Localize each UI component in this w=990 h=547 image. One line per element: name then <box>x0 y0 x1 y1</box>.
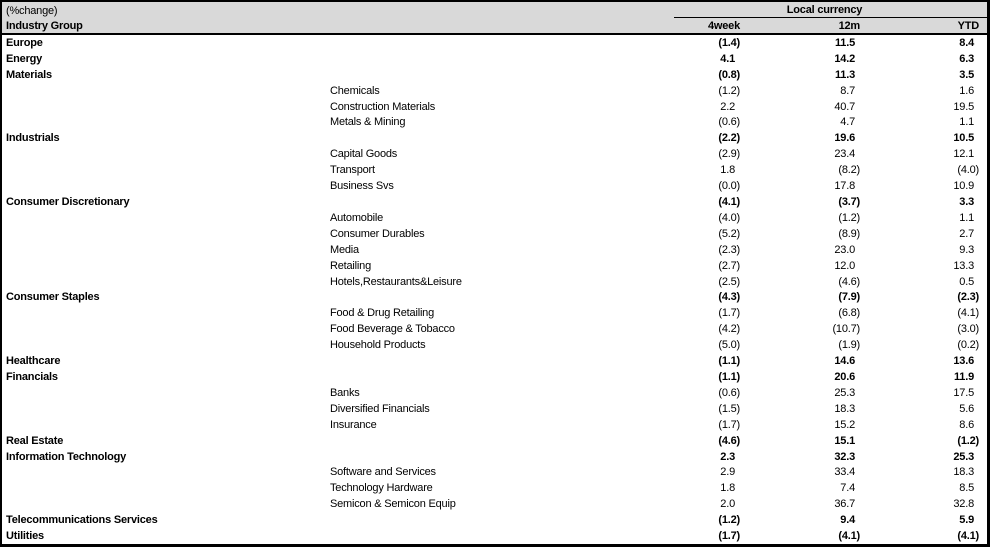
value-cell: 25.3 <box>953 450 974 463</box>
industry-sub-label: Consumer Durables <box>330 227 425 240</box>
industry-group-label: Utilities <box>6 530 44 543</box>
value-cell: (2.5) <box>718 275 740 288</box>
table-row <box>2 417 987 433</box>
table-row <box>2 464 987 480</box>
table-row <box>2 496 987 512</box>
industry-sub-label: Software and Services <box>330 466 436 479</box>
table-row <box>2 528 987 544</box>
value-cell: (3.7) <box>838 196 860 209</box>
value-cell: 4.1 <box>720 52 735 65</box>
value-cell: 4.7 <box>840 116 855 129</box>
value-cell: (2.9) <box>718 148 740 161</box>
table-row <box>2 480 987 496</box>
industry-group-label: Information Technology <box>6 450 127 463</box>
value-cell: 23.0 <box>834 243 855 256</box>
value-cell: (4.1) <box>838 530 860 543</box>
table-row <box>2 67 987 83</box>
value-cell: (1.2) <box>718 514 740 527</box>
value-cell: 2.0 <box>720 498 735 511</box>
value-cell: 8.7 <box>840 84 855 97</box>
table-row <box>2 433 987 449</box>
value-cell: 14.2 <box>834 52 855 65</box>
value-cell: 6.3 <box>959 52 974 65</box>
value-cell: 9.4 <box>840 514 855 527</box>
value-cell: (4.1) <box>957 307 979 320</box>
value-cell: (2.3) <box>718 243 740 256</box>
industry-sub-label: Construction Materials <box>330 100 436 113</box>
table-row <box>2 130 987 146</box>
table-row <box>2 290 987 306</box>
column-header-12m: 12m <box>838 20 860 32</box>
table-row <box>2 274 987 290</box>
value-cell: (2.7) <box>718 259 740 272</box>
table-row <box>2 226 987 242</box>
value-cell: (1.7) <box>718 307 740 320</box>
value-cell: 2.7 <box>959 227 974 240</box>
value-cell: (0.2) <box>957 339 979 352</box>
value-cell: 32.8 <box>953 498 974 511</box>
header-row-columns <box>2 18 987 33</box>
value-cell: 12.1 <box>953 148 974 161</box>
table-row <box>2 146 987 162</box>
value-cell: 1.1 <box>959 116 974 129</box>
industry-sub-label: Media <box>330 243 359 256</box>
table-row <box>2 35 987 51</box>
industry-sub-label: Insurance <box>330 418 377 431</box>
value-cell: (2.3) <box>957 291 979 304</box>
industry-group-label: Real Estate <box>6 434 64 447</box>
industry-sub-label: Diversified Financials <box>330 402 430 415</box>
value-cell: (1.1) <box>718 355 740 368</box>
value-cell: 0.5 <box>959 275 974 288</box>
value-cell: 13.3 <box>953 259 974 272</box>
value-cell: (5.2) <box>718 227 740 240</box>
percent-change-label: (%change) <box>6 5 58 17</box>
value-cell: 14.6 <box>834 355 855 368</box>
value-cell: 36.7 <box>834 498 855 511</box>
value-cell: (6.8) <box>838 307 860 320</box>
industry-group-label: Consumer Staples <box>6 291 100 304</box>
industry-group-label: Industrials <box>6 132 60 145</box>
value-cell: 33.4 <box>834 466 855 479</box>
value-cell: (0.0) <box>718 180 740 193</box>
value-cell: 15.1 <box>834 434 855 447</box>
value-cell: 5.6 <box>959 402 974 415</box>
value-cell: 12.0 <box>834 259 855 272</box>
value-cell: 7.4 <box>840 482 855 495</box>
industry-sub-label: Food Beverage & Tobacco <box>330 323 455 336</box>
value-cell: (10.7) <box>832 323 860 336</box>
value-cell: (4.3) <box>718 291 740 304</box>
value-cell: (1.2) <box>838 211 860 224</box>
industry-group-label: Telecommunications Services <box>6 514 158 527</box>
table-row <box>2 337 987 353</box>
value-cell: (4.0) <box>957 164 979 177</box>
value-cell: (4.1) <box>718 196 740 209</box>
value-cell: 8.6 <box>959 418 974 431</box>
value-cell: 2.3 <box>720 450 735 463</box>
value-cell: 3.5 <box>959 68 974 81</box>
value-cell: (8.9) <box>838 227 860 240</box>
value-cell: 1.8 <box>720 164 735 177</box>
value-cell: 1.8 <box>720 482 735 495</box>
industry-sub-label: Food & Drug Retailing <box>330 307 435 320</box>
header-row-top <box>2 2 987 18</box>
table-row <box>2 194 987 210</box>
industry-group-label: Financials <box>6 370 58 383</box>
value-cell: 23.4 <box>834 148 855 161</box>
table-row <box>2 385 987 401</box>
column-header-ytd: YTD <box>957 20 979 32</box>
value-cell: (4.6) <box>718 434 740 447</box>
value-cell: 19.6 <box>834 132 855 145</box>
industry-group-label: Healthcare <box>6 355 61 368</box>
value-cell: (1.2) <box>718 84 740 97</box>
value-cell: 8.4 <box>959 36 974 49</box>
industry-group-label: Energy <box>6 52 43 65</box>
value-cell: 5.9 <box>959 514 974 527</box>
value-cell: (2.2) <box>718 132 740 145</box>
value-cell: 20.6 <box>834 370 855 383</box>
value-cell: (1.2) <box>957 434 979 447</box>
table-row <box>2 115 987 131</box>
table-row <box>2 449 987 465</box>
table-row <box>2 353 987 369</box>
value-cell: 25.3 <box>834 386 855 399</box>
table-header <box>2 2 987 35</box>
industry-sub-label: Automobile <box>330 211 384 224</box>
value-cell: 40.7 <box>834 100 855 113</box>
industry-sub-label: Metals & Mining <box>330 116 406 129</box>
value-cell: (1.5) <box>718 402 740 415</box>
table-row <box>2 83 987 99</box>
value-cell: 1.6 <box>959 84 974 97</box>
value-cell: 2.2 <box>720 100 735 113</box>
industry-sub-label: Household Products <box>330 339 426 352</box>
industry-sub-label: Capital Goods <box>330 148 398 161</box>
value-cell: (1.9) <box>838 339 860 352</box>
value-cell: 32.3 <box>834 450 855 463</box>
industry-sub-label: Business Svs <box>330 180 394 193</box>
table-row <box>2 369 987 385</box>
industry-group-column-header: Industry Group <box>6 20 83 32</box>
table-row <box>2 51 987 67</box>
value-cell: (7.9) <box>838 291 860 304</box>
value-cell: (3.0) <box>957 323 979 336</box>
value-cell: (8.2) <box>838 164 860 177</box>
local-currency-group-header: Local currency <box>674 2 987 18</box>
value-cell: (1.1) <box>718 370 740 383</box>
industry-sub-label: Retailing <box>330 259 372 272</box>
value-cell: 17.8 <box>834 180 855 193</box>
table-row <box>2 99 987 115</box>
value-cell: 19.5 <box>953 100 974 113</box>
table-row <box>2 178 987 194</box>
column-header-4week: 4week <box>707 20 740 32</box>
value-cell: 15.2 <box>834 418 855 431</box>
value-cell: (5.0) <box>718 339 740 352</box>
value-cell: 9.3 <box>959 243 974 256</box>
table-row <box>2 401 987 417</box>
industry-sub-label: Technology Hardware <box>330 482 433 495</box>
value-cell: 8.5 <box>959 482 974 495</box>
table-row <box>2 512 987 528</box>
table-row <box>2 162 987 178</box>
industry-group-label: Consumer Discretionary <box>6 196 130 209</box>
value-cell: 1.1 <box>959 211 974 224</box>
industry-sub-label: Banks <box>330 386 360 399</box>
value-cell: (4.1) <box>957 530 979 543</box>
table-body <box>2 35 987 544</box>
value-cell: 10.5 <box>953 132 974 145</box>
industry-group-label: Europe <box>6 36 43 49</box>
value-cell: (4.0) <box>718 211 740 224</box>
industry-sub-label: Semicon & Semicon Equip <box>330 498 456 511</box>
value-cell: (0.8) <box>718 68 740 81</box>
value-cell: 18.3 <box>834 402 855 415</box>
industry-sub-label: Hotels,Restaurants&Leisure <box>330 275 462 288</box>
table-row <box>2 210 987 226</box>
value-cell: (1.7) <box>718 418 740 431</box>
table-row <box>2 321 987 337</box>
value-cell: (0.6) <box>718 386 740 399</box>
value-cell: 2.9 <box>720 466 735 479</box>
value-cell: 13.6 <box>953 355 974 368</box>
value-cell: 10.9 <box>953 180 974 193</box>
value-cell: (1.7) <box>718 530 740 543</box>
value-cell: 18.3 <box>953 466 974 479</box>
industry-sub-label: Transport <box>330 164 375 177</box>
table-row <box>2 258 987 274</box>
value-cell: 17.5 <box>953 386 974 399</box>
value-cell: 11.5 <box>834 36 855 49</box>
value-cell: (0.6) <box>718 116 740 129</box>
table-row <box>2 305 987 321</box>
value-cell: (4.2) <box>718 323 740 336</box>
value-cell: 11.9 <box>953 370 974 383</box>
value-cell: 11.3 <box>834 68 855 81</box>
value-cell: 3.3 <box>959 196 974 209</box>
value-cell: (4.6) <box>838 275 860 288</box>
industry-group-label: Materials <box>6 68 52 81</box>
value-cell: (1.4) <box>718 36 740 49</box>
table-row <box>2 242 987 258</box>
industry-sub-label: Chemicals <box>330 84 380 97</box>
